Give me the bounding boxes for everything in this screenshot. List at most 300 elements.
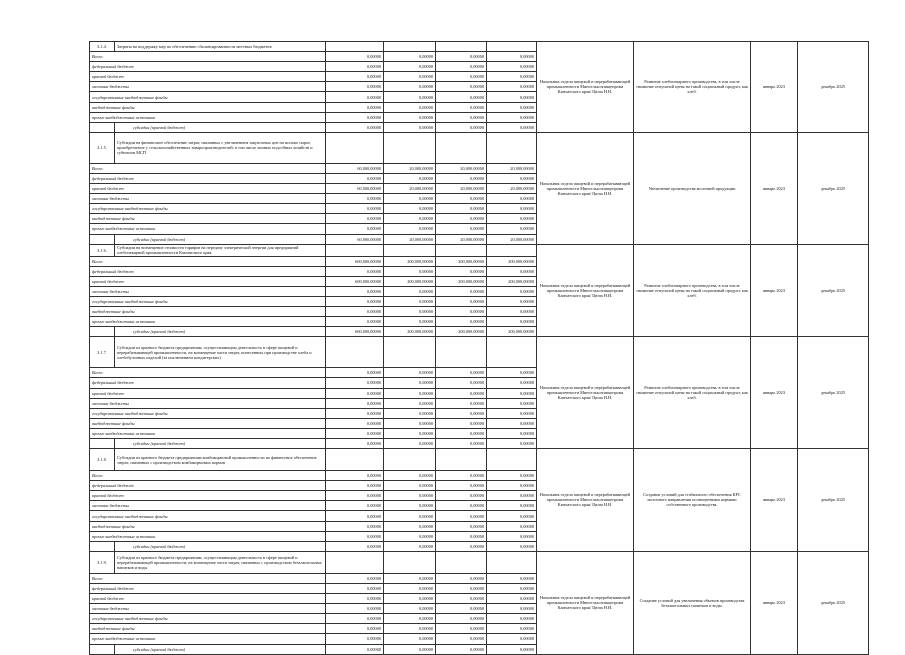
- amount-cell: 0,00000: [384, 471, 436, 481]
- amount-cell: 0,00000: [326, 92, 384, 102]
- amount-cell: 0,00000: [436, 644, 487, 654]
- funding-source-label: краевой бюджет: [90, 491, 326, 501]
- amount-cell: 200,000,00000: [384, 327, 436, 337]
- funding-source-label: краевой бюджет: [90, 594, 326, 604]
- amount-cell: 0,00000: [326, 624, 384, 634]
- amount-cell: 0,00000: [436, 378, 487, 388]
- funding-source-label: прочие внебюджетные источники: [90, 531, 326, 541]
- amount-cell: 0,00000: [487, 92, 537, 102]
- responsible-person: Начальник отдела пищевой и перерабатывающей промышленности Минсельхозпищепрома Камчатского края/ Цюпа Н.Н.: [537, 42, 634, 133]
- amount-cell: 0,00000: [326, 501, 384, 511]
- empty-cell: [487, 244, 537, 256]
- funding-source-label: внебюджетные фонды: [90, 102, 326, 112]
- amount-cell: 0,00000: [487, 72, 537, 82]
- amount-cell: 0,00000: [384, 296, 436, 306]
- amount-cell: 200,000,00000: [384, 276, 436, 286]
- amount-cell: 0,00000: [436, 112, 487, 122]
- amount-cell: 0,00000: [487, 194, 537, 204]
- amount-cell: 0,00000: [436, 224, 487, 234]
- amount-cell: 0,00000: [487, 594, 537, 604]
- amount-cell: 200,000,00000: [436, 256, 487, 266]
- amount-cell: 0,00000: [436, 418, 487, 428]
- amount-cell: 0,00000: [384, 266, 436, 276]
- amount-cell: 0,00000: [326, 388, 384, 398]
- amount-cell: 0,00000: [384, 307, 436, 317]
- amount-cell: 0,00000: [384, 112, 436, 122]
- amount-cell: 0,00000: [487, 378, 537, 388]
- amount-cell: 20,000,00000: [487, 234, 537, 244]
- expected-result: Развитие хлебопекарного производства, в том числе снижение отпускной цены на такой социальный продукт, как хлеб.: [634, 337, 751, 449]
- amount-cell: 0,00000: [384, 604, 436, 614]
- expected-result: Увеличение производства молочной продукции: [634, 132, 751, 244]
- amount-cell: 0,00000: [487, 573, 537, 583]
- block-title-row: [90, 337, 869, 368]
- block-title-row: [90, 244, 869, 256]
- amount-cell: 0,00000: [326, 307, 384, 317]
- funding-source-label: субсидии (краевой бюджет): [115, 327, 326, 337]
- amount-cell: 0,00000: [326, 614, 384, 624]
- amount-cell: 0,00000: [384, 594, 436, 604]
- amount-cell: 0,00000: [384, 501, 436, 511]
- amount-cell: 0,00000: [326, 122, 384, 132]
- amount-cell: 0,00000: [384, 368, 436, 378]
- amount-cell: 0,00000: [384, 72, 436, 82]
- funding-source-label: местные бюджеты: [90, 286, 326, 296]
- program-table: [89, 41, 869, 655]
- expected-result: Создание условий для стабильного обеспечения КРС молочного направления полноценными кормами собственного производства.: [634, 449, 751, 552]
- amount-cell: 0,00000: [326, 368, 384, 378]
- funding-source-label: Всего:: [90, 52, 326, 62]
- empty-cell: [90, 541, 115, 551]
- empty-cell: [384, 551, 436, 573]
- amount-cell: 0,00000: [487, 307, 537, 317]
- amount-cell: 0,00000: [436, 194, 487, 204]
- amount-cell: 0,00000: [436, 428, 487, 438]
- amount-cell: 0,00000: [436, 307, 487, 317]
- amount-cell: 0,00000: [326, 204, 384, 214]
- amount-cell: 0,00000: [326, 266, 384, 276]
- funding-source-label: государственные внебюджетные фонды: [90, 92, 326, 102]
- amount-cell: 200,000,00000: [436, 327, 487, 337]
- amount-cell: 0,00000: [436, 72, 487, 82]
- funding-source-label: местные бюджеты: [90, 194, 326, 204]
- amount-cell: 0,00000: [487, 521, 537, 531]
- funding-source-label: государственные внебюджетные фонды: [90, 296, 326, 306]
- empty-cell: [384, 42, 436, 52]
- amount-cell: 0,00000: [326, 471, 384, 481]
- end-date: декабрь 2025: [798, 42, 869, 133]
- amount-cell: 0,00000: [326, 634, 384, 644]
- funding-source-label: государственные внебюджетные фонды: [90, 408, 326, 418]
- funding-source-label: местные бюджеты: [90, 604, 326, 614]
- amount-cell: 0,00000: [436, 52, 487, 62]
- amount-cell: 0,00000: [436, 173, 487, 183]
- empty-cell: [436, 551, 487, 573]
- amount-cell: 0,00000: [487, 439, 537, 449]
- amount-cell: 0,00000: [487, 204, 537, 214]
- empty-cell: [90, 439, 115, 449]
- amount-cell: 0,00000: [487, 408, 537, 418]
- amount-cell: 0,00000: [384, 317, 436, 327]
- amount-cell: 0,00000: [384, 378, 436, 388]
- amount-cell: 0,00000: [436, 573, 487, 583]
- amount-cell: 0,00000: [384, 388, 436, 398]
- amount-cell: 0,00000: [384, 214, 436, 224]
- amount-cell: 0,00000: [384, 521, 436, 531]
- amount-cell: 0,00000: [326, 296, 384, 306]
- block-title-row: [90, 551, 869, 573]
- amount-cell: 0,00000: [384, 398, 436, 408]
- amount-cell: 0,00000: [436, 521, 487, 531]
- end-date: декабрь 2025: [798, 449, 869, 552]
- responsible-person: Начальник отдела пищевой и перерабатывающей промышленности Минсельхозпищепрома Камчатского края/ Цюпа Н.Н.: [537, 449, 634, 552]
- amount-cell: 0,00000: [487, 604, 537, 614]
- amount-cell: 0,00000: [326, 398, 384, 408]
- funding-source-label: прочие внебюджетные источники: [90, 317, 326, 327]
- amount-cell: 0,00000: [384, 194, 436, 204]
- amount-cell: 0,00000: [436, 204, 487, 214]
- funding-source-label: прочие внебюджетные источники: [90, 634, 326, 644]
- amount-cell: 0,00000: [384, 573, 436, 583]
- amount-cell: 0,00000: [384, 224, 436, 234]
- amount-cell: 0,00000: [487, 102, 537, 112]
- amount-cell: 0,00000: [487, 112, 537, 122]
- empty-cell: [487, 42, 537, 52]
- funding-source-label: внебюджетные фонды: [90, 418, 326, 428]
- amount-cell: 0,00000: [487, 224, 537, 234]
- amount-cell: 0,00000: [326, 72, 384, 82]
- amount-cell: 0,00000: [326, 102, 384, 112]
- amount-cell: 600,000,00000: [326, 256, 384, 266]
- amount-cell: 0,00000: [436, 583, 487, 593]
- amount-cell: 0,00000: [436, 594, 487, 604]
- funding-source-label: Всего:: [90, 163, 326, 173]
- empty-cell: [436, 132, 487, 163]
- responsible-person: Начальник отдела пищевой и перерабатывающей промышленности Минсельхозпищепрома Камчатского края/ Цюпа Н.Н.: [537, 337, 634, 449]
- amount-cell: 0,00000: [384, 644, 436, 654]
- amount-cell: 0,00000: [326, 194, 384, 204]
- amount-cell: 0,00000: [436, 634, 487, 644]
- amount-cell: 60,000,00000: [326, 184, 384, 194]
- amount-cell: 0,00000: [384, 52, 436, 62]
- empty-cell: [90, 234, 115, 244]
- measure-code: 3.1.5.: [90, 132, 115, 163]
- amount-cell: 0,00000: [487, 624, 537, 634]
- amount-cell: 0,00000: [436, 62, 487, 72]
- funding-source-label: краевой бюджет: [90, 72, 326, 82]
- end-date: декабрь 2025: [798, 551, 869, 654]
- block-title-row: [90, 132, 869, 163]
- amount-cell: 200,000,00000: [436, 276, 487, 286]
- amount-cell: 0,00000: [384, 428, 436, 438]
- amount-cell: 0,00000: [326, 82, 384, 92]
- amount-cell: 0,00000: [326, 604, 384, 614]
- amount-cell: 0,00000: [436, 501, 487, 511]
- empty-cell: [436, 42, 487, 52]
- amount-cell: 0,00000: [384, 102, 436, 112]
- amount-cell: 0,00000: [326, 521, 384, 531]
- funding-source-label: местные бюджеты: [90, 82, 326, 92]
- amount-cell: 0,00000: [326, 594, 384, 604]
- amount-cell: 0,00000: [487, 317, 537, 327]
- amount-cell: 0,00000: [384, 122, 436, 132]
- end-date: декабрь 2025: [798, 244, 869, 337]
- funding-source-label: субсидии (краевой бюджет): [115, 644, 326, 654]
- empty-cell: [90, 644, 115, 654]
- funding-source-label: краевой бюджет: [90, 276, 326, 286]
- amount-cell: 0,00000: [326, 378, 384, 388]
- expected-result: Развитие хлебопекарного производства, в том числе снижение отпускной цены на такой социальный продукт, как хлеб.: [634, 42, 751, 133]
- amount-cell: 0,00000: [326, 62, 384, 72]
- empty-cell: [384, 132, 436, 163]
- empty-cell: [487, 449, 537, 471]
- empty-cell: [90, 122, 115, 132]
- funding-source-label: Всего:: [90, 368, 326, 378]
- funding-source-label: федеральный бюджет: [90, 266, 326, 276]
- empty-cell: [384, 337, 436, 368]
- amount-cell: 0,00000: [487, 266, 537, 276]
- funding-source-label: прочие внебюджетные источники: [90, 112, 326, 122]
- amount-cell: 0,00000: [326, 491, 384, 501]
- amount-cell: 0,00000: [487, 122, 537, 132]
- amount-cell: 0,00000: [436, 408, 487, 418]
- funding-source-label: внебюджетные фонды: [90, 307, 326, 317]
- amount-cell: 0,00000: [487, 511, 537, 521]
- amount-cell: 0,00000: [436, 439, 487, 449]
- empty-cell: [326, 449, 384, 471]
- funding-source-label: прочие внебюджетные источники: [90, 428, 326, 438]
- amount-cell: 60,000,00000: [326, 163, 384, 173]
- amount-cell: 0,00000: [326, 112, 384, 122]
- amount-cell: 0,00000: [436, 624, 487, 634]
- amount-cell: 0,00000: [487, 583, 537, 593]
- amount-cell: 0,00000: [326, 173, 384, 183]
- amount-cell: 0,00000: [326, 317, 384, 327]
- amount-cell: 600,000,00000: [326, 327, 384, 337]
- funding-source-label: прочие внебюджетные источники: [90, 224, 326, 234]
- responsible-person: Начальник отдела пищевой и перерабатывающей промышленности Минсельхозпищепрома Камчатского края/ Цюпа Н.Н.: [537, 551, 634, 654]
- amount-cell: 0,00000: [436, 82, 487, 92]
- amount-cell: 0,00000: [326, 644, 384, 654]
- amount-cell: 20,000,00000: [436, 163, 487, 173]
- funding-source-label: краевой бюджет: [90, 184, 326, 194]
- amount-cell: 0,00000: [487, 214, 537, 224]
- empty-cell: [436, 244, 487, 256]
- empty-cell: [384, 244, 436, 256]
- amount-cell: 0,00000: [384, 204, 436, 214]
- empty-cell: [436, 449, 487, 471]
- amount-cell: 0,00000: [384, 92, 436, 102]
- amount-cell: 0,00000: [384, 62, 436, 72]
- amount-cell: 0,00000: [384, 481, 436, 491]
- amount-cell: 0,00000: [436, 604, 487, 614]
- funding-source-label: федеральный бюджет: [90, 173, 326, 183]
- start-date: январь 2023: [751, 449, 798, 552]
- empty-cell: [487, 551, 537, 573]
- empty-cell: [326, 337, 384, 368]
- responsible-person: Начальник отдела пищевой и перерабатывающей промышленности Минсельхозпищепрома Камчатского края/ Цюпа Н.Н.: [537, 244, 634, 337]
- amount-cell: 0,00000: [436, 511, 487, 521]
- amount-cell: 200,000,00000: [487, 327, 537, 337]
- amount-cell: 0,00000: [487, 62, 537, 72]
- amount-cell: 0,00000: [436, 286, 487, 296]
- amount-cell: 200,000,00000: [384, 256, 436, 266]
- amount-cell: 0,00000: [384, 614, 436, 624]
- amount-cell: 0,00000: [436, 531, 487, 541]
- amount-cell: 20,000,00000: [487, 184, 537, 194]
- amount-cell: 20,000,00000: [436, 234, 487, 244]
- amount-cell: 0,00000: [487, 418, 537, 428]
- amount-cell: 0,00000: [326, 224, 384, 234]
- funding-source-label: субсидии (краевой бюджет): [115, 541, 326, 551]
- amount-cell: 0,00000: [487, 491, 537, 501]
- amount-cell: 0,00000: [436, 122, 487, 132]
- start-date: январь 2023: [751, 337, 798, 449]
- amount-cell: 0,00000: [436, 92, 487, 102]
- empty-cell: [487, 337, 537, 368]
- funding-source-label: федеральный бюджет: [90, 62, 326, 72]
- measure-title: Субсидии на возмещение стоимости тарифов на передачу электрической энергии для предприятий хлебопекарной промышленности Камчатского края: [115, 244, 326, 256]
- empty-cell: [326, 42, 384, 52]
- empty-cell: [90, 327, 115, 337]
- amount-cell: 20,000,00000: [436, 184, 487, 194]
- measure-code: 3.1.6.: [90, 244, 115, 256]
- amount-cell: 0,00000: [436, 471, 487, 481]
- empty-cell: [326, 244, 384, 256]
- amount-cell: 0,00000: [384, 531, 436, 541]
- amount-cell: 0,00000: [436, 266, 487, 276]
- amount-cell: 60,000,00000: [326, 234, 384, 244]
- measure-title: Субсидии на финансовое обеспечение затрат, связанных с увеличением закупочных цен на молоко сырое, приобретаемое у сельскохозяйственных товаропроизводителей, в том числе личных подсобных хозяйств и субъектов МСП: [115, 132, 326, 163]
- amount-cell: 0,00000: [384, 173, 436, 183]
- block-title-row: [90, 449, 869, 471]
- amount-cell: 0,00000: [487, 52, 537, 62]
- amount-cell: 0,00000: [487, 428, 537, 438]
- start-date: январь 2023: [751, 132, 798, 244]
- amount-cell: 200,000,00000: [487, 256, 537, 266]
- amount-cell: 0,00000: [487, 286, 537, 296]
- block-title-row: [90, 42, 869, 52]
- amount-cell: 0,00000: [326, 541, 384, 551]
- measure-title: Субсидии из краевого бюджета предприятиям, осуществляющим деятельность в сфере пищевой и перерабатывающей промышленности, на возмещение части затрат, понесенных при производстве хлеба и хлебобулочных изделий (за исключением кондитерских): [115, 337, 326, 368]
- start-date: январь 2023: [751, 551, 798, 654]
- funding-source-label: государственные внебюджетные фонды: [90, 511, 326, 521]
- end-date: декабрь 2025: [798, 337, 869, 449]
- amount-cell: 0,00000: [436, 102, 487, 112]
- amount-cell: 0,00000: [436, 541, 487, 551]
- empty-cell: [384, 449, 436, 471]
- amount-cell: 0,00000: [436, 398, 487, 408]
- amount-cell: 0,00000: [384, 286, 436, 296]
- amount-cell: 0,00000: [326, 511, 384, 521]
- amount-cell: 0,00000: [436, 214, 487, 224]
- funding-source-label: государственные внебюджетные фонды: [90, 614, 326, 624]
- measure-title: Субсидии из краевого бюджета предприятиям, осуществляющим деятельность в сфере пищевой и перерабатывающей промышленности, на возмещение части затрат, связанных с производством безалкогольных напитков и воды: [115, 551, 326, 573]
- amount-cell: 0,00000: [487, 541, 537, 551]
- measure-title: Затраты на поддержку мер по обеспечению сбалансированности местных бюджетов: [115, 42, 326, 52]
- amount-cell: 0,00000: [487, 634, 537, 644]
- funding-source-label: Всего:: [90, 256, 326, 266]
- amount-cell: 0,00000: [384, 408, 436, 418]
- funding-source-label: внебюджетные фонды: [90, 624, 326, 634]
- amount-cell: 0,00000: [487, 388, 537, 398]
- funding-source-label: местные бюджеты: [90, 501, 326, 511]
- amount-cell: 0,00000: [436, 317, 487, 327]
- amount-cell: 20,000,00000: [487, 163, 537, 173]
- amount-cell: 0,00000: [487, 82, 537, 92]
- amount-cell: 0,00000: [487, 531, 537, 541]
- funding-source-label: местные бюджеты: [90, 398, 326, 408]
- funding-source-label: Всего:: [90, 471, 326, 481]
- funding-source-label: государственные внебюджетные фонды: [90, 204, 326, 214]
- amount-cell: 0,00000: [487, 644, 537, 654]
- measure-code: 3.1.4.: [90, 42, 115, 52]
- expected-result: Развитие хлебопекарного производства, в том числе снижение отпускной цены на такой социальный продукт, как хлеб.: [634, 244, 751, 337]
- measure-code: 3.1.9.: [90, 551, 115, 573]
- amount-cell: 0,00000: [487, 614, 537, 624]
- amount-cell: 0,00000: [487, 481, 537, 491]
- amount-cell: 0,00000: [326, 52, 384, 62]
- empty-cell: [487, 132, 537, 163]
- measure-code: 3.1.7.: [90, 337, 115, 368]
- amount-cell: 0,00000: [326, 531, 384, 541]
- amount-cell: 0,00000: [326, 214, 384, 224]
- start-date: январь 2023: [751, 244, 798, 337]
- amount-cell: 0,00000: [384, 418, 436, 428]
- amount-cell: 20,000,00000: [384, 184, 436, 194]
- amount-cell: 200,000,00000: [487, 276, 537, 286]
- empty-cell: [436, 337, 487, 368]
- amount-cell: 0,00000: [384, 82, 436, 92]
- empty-cell: [326, 551, 384, 573]
- amount-cell: 0,00000: [436, 491, 487, 501]
- amount-cell: 0,00000: [326, 428, 384, 438]
- amount-cell: 0,00000: [326, 583, 384, 593]
- amount-cell: 0,00000: [436, 296, 487, 306]
- amount-cell: 0,00000: [384, 439, 436, 449]
- amount-cell: 20,000,00000: [384, 234, 436, 244]
- funding-source-label: федеральный бюджет: [90, 583, 326, 593]
- end-date: декабрь 2025: [798, 132, 869, 244]
- funding-source-label: субсидии (краевой бюджет): [115, 122, 326, 132]
- amount-cell: 0,00000: [487, 296, 537, 306]
- empty-cell: [326, 132, 384, 163]
- amount-cell: 0,00000: [487, 398, 537, 408]
- amount-cell: 0,00000: [487, 368, 537, 378]
- measure-code: 3.1.8.: [90, 449, 115, 471]
- responsible-person: Начальник отдела пищевой и перерабатывающей промышленности Минсельхозпищепрома Камчатского края/ Цюпа Н.Н.: [537, 132, 634, 244]
- amount-cell: 0,00000: [384, 583, 436, 593]
- amount-cell: 0,00000: [384, 541, 436, 551]
- funding-source-label: федеральный бюджет: [90, 481, 326, 491]
- expected-result: Создание условий для увеличения объемов производства безалкогольных напитков и воды.: [634, 551, 751, 654]
- funding-source-label: Всего:: [90, 573, 326, 583]
- amount-cell: 0,00000: [384, 634, 436, 644]
- amount-cell: 0,00000: [384, 624, 436, 634]
- amount-cell: 0,00000: [436, 388, 487, 398]
- funding-source-label: внебюджетные фонды: [90, 214, 326, 224]
- amount-cell: 0,00000: [384, 491, 436, 501]
- amount-cell: 20,000,00000: [384, 163, 436, 173]
- amount-cell: 0,00000: [487, 501, 537, 511]
- amount-cell: 0,00000: [384, 511, 436, 521]
- amount-cell: 0,00000: [326, 418, 384, 428]
- funding-source-label: субсидии (краевой бюджет): [115, 234, 326, 244]
- funding-source-label: краевой бюджет: [90, 388, 326, 398]
- amount-cell: 0,00000: [326, 573, 384, 583]
- amount-cell: 0,00000: [436, 614, 487, 624]
- amount-cell: 0,00000: [326, 408, 384, 418]
